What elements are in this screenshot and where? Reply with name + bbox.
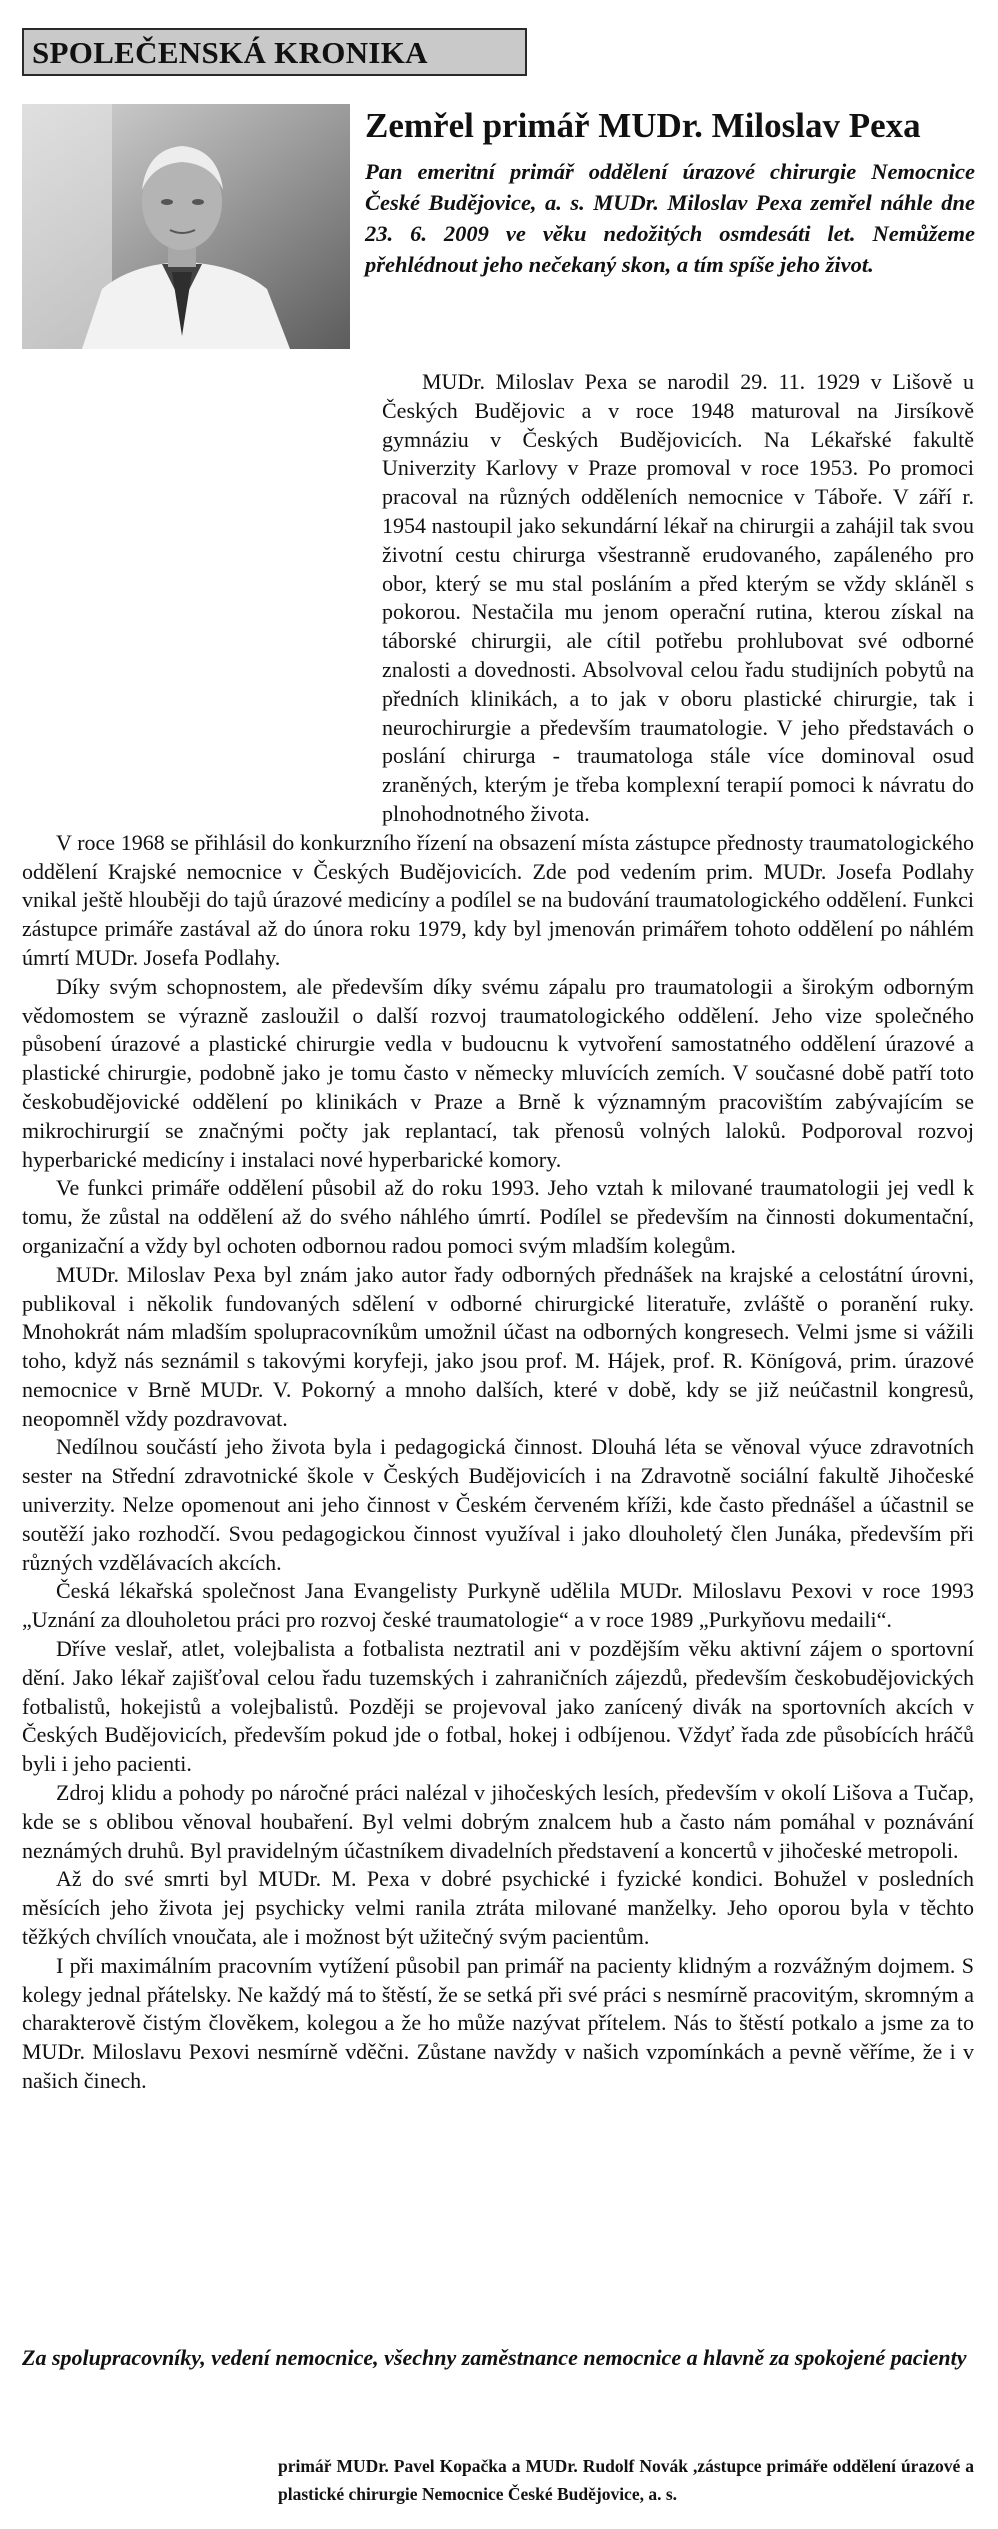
article-paragraph: V roce 1968 se přihlásil do konkurzního řízení na obsazení místa zástupce přednosty traumatologického oddělení Krajské nemocnice v Českých Budějovicích. Zde pod vedením prim. MUDr. Josefa Podlahy vnikal ještě hlouběji do tajů úrazové medicíny a podílel se na budování traumatologického oddělení. Funkci zástupce primáře zastával až do února roku 1979, kdy byl jmenován primářem tohoto oddělení po náhlém úmrtí MUDr. Josefa Podlahy. (22, 829, 974, 970)
portrait-photo (22, 104, 350, 349)
article-paragraph: I při maximálním pracovním vytížení působil pan primář na pacienty klidným a rozvážným dojmem. S kolegy jednal přátelsky. Ne každý má to štěstí, že se setká při své práci s nesmírně pracovitým, skromným a charakterově čistým člověkem, kolegou a že ho může nazývat přítelem. Nás to štěstí potkalo a jsme za to MUDr. Miloslavu Pexovi nesmírně vděčni. Zůstane navždy v našich vzpomínkách a pevně věříme, že i v našich činech. (22, 1952, 974, 2094)
section-header (22, 28, 527, 76)
closing-dedication: Za spolupracovníky, vedení nemocnice, všechny zaměstnance nemocnice a hlavně za spokojené pacienty (22, 2345, 967, 2370)
article-signature: primář MUDr. Pavel Kopačka a MUDr. Rudolf Novák ,zástupce primáře oddělení úrazové a plastické chirurgie Nemocnice České Budějovice, a. s. (278, 2456, 974, 2504)
article-body (22, 368, 974, 2096)
article-paragraph: Až do své smrti byl MUDr. M. Pexa v dobré psychické i fyzické kondici. Bohužel v posledních měsících jeho života jej psychicky velmi ranila ztráta milované manželky. Jeho oporou byla v těchto těžkých chvílích vnoučata, ale i možnost být užitečný svým pacientům. (22, 1866, 974, 1950)
article-paragraph: Díky svým schopnostem, ale především díky svému zápalu pro traumatologii a širokým odborným vědomostem se výrazně zasloužil o další rozvoj traumatologického oddělení. Jeho vize společného působení úrazové a plastické chirurgie vedla v budoucnu k vytvoření samostatného oddělení úrazové a plastické chirurgie, podobně jako je tomu často v německy mluvících zemích. V současné době patří toto českobudějovické oddělení po klinikách v Praze a Brně k významným pracovištím zabývajícím se mikrochirurgií se značnými počty jak replantací, tak přenosů volných laloků. Podporoval rozvoj hyperbarické medicíny i instalaci nové hyperbarické komory. (22, 973, 974, 1172)
article-paragraph: Česká lékařská společnost Jana Evangelisty Purkyně udělila MUDr. Miloslavu Pexovi v roce 1993 „Uznání za dlouholetou práci pro rozvoj české traumatologie“ a v roce 1989 „Purkyňovu medaili“. (22, 1578, 974, 1633)
article-lead: Pan emeritní primář oddělení úrazové chirurgie Nemocnice České Budějovice, a. s. MUDr. Miloslav Pexa zemřel náhle dne 23. 6. 2009 ve věku nedožitých osmdesáti let. Nemůžeme přehlédnout jeho nečekaný skon, a tím spíše jeho život. (365, 159, 975, 277)
article-paragraph: MUDr. Miloslav Pexa se narodil 29. 11. 1929 v Lišově u Českých Budějovic a v roce 1948 maturoval na Jirsíkově gymnáziu v Českých Budějovicích. Na Lékařské fakultě Univerzity Karlovy v Praze promoval v roce 1953. Po promoci pracoval na různých odděleních nemocnice v Táboře. V září r. 1954 nastoupil jako sekundární lékař na chirurgii a zahájil tak svou životní cestu chirurga všestranně erudovaného, zapáleného pro obor, který se mu stal posláním a před kterým se vždy skláněl s pokorou. Nestačila mu jenom operační rutina, kterou získal na táborské chirurgii, ale cítil potřebu prohlubovat své odborné znalosti a dovednosti. Absolvoval celou řadu studijních pobytů na předních klinikách, a to jak v oboru plastické chirurgie, tak i neurochirurgie a především traumatologie. V jeho představách o poslání chirurga - traumatologa stále více dominoval osud zraněných, kterým je třeba komplexní terapií pomoci k návratu do plnohodnotného života. (382, 369, 974, 826)
article-paragraph: Zdroj klidu a pohody po náročné práci nalézal v jihočeských lesích, především v okolí Lišova a Tučap, kde se s oblibou věnoval houbaření. Byl velmi dobrým znalcem hub a často nám pomáhal v poznávání neznámých druhů. Byl pravidelným účastníkem divadelních představení a koncertů v jihočeské metropoli. (22, 1780, 974, 1863)
article-paragraph: Ve funkci primáře oddělení působil až do roku 1993. Jeho vztah k milované traumatologii jej vedl k tomu, že zůstal na oddělení až do svého náhlého úmrtí. Podílel se především na činnosti dokumentační, organizační a vždy byl ochoten odbornou radou pomoci svým mladším kolegům. (22, 1175, 974, 1258)
portrait-illustration (22, 104, 350, 349)
article-paragraph: MUDr. Miloslav Pexa byl znám jako autor řady odborných přednášek na krajské a celostátní úrovni, publikoval i několik fundovaných sdělení v odborné chirurgické literatuře, zvláště o poranění ruky. Mnohokrát nám mladším spolupracovníkům umožnil účast na odborných kongresech. Velmi jsme si vážili toho, když nás seznámil s takovými koryfeji, jako jsou prof. M. Hájek, prof. R. Könígová, prim. úrazové nemocnice v Brně MUDr. V. Pokorný a mnoho dalších, které v době, kdy se již neúčastnil kongresů, neopomněl vždy pozdravovat. (22, 1261, 974, 1431)
article-paragraph: Nedílnou součástí jeho života byla i pedagogická činnost. Dlouhá léta se věnoval výuce zdravotních sester na Střední zdravotnické škole v Českých Budějovicích i na Zdravotně sociální fakultě Jihočeské univerzity. Nelze opomenout ani jeho činnost v Českém červeném kříži, kde často přednášel a účastnil se soutěží jako rozhodčí. Svou pedagogickou činnost využíval i jako dlouholetý člen Junáka, především při různých vzdělávacích akcích. (22, 1434, 974, 1575)
section-title: SPOLEČENSKÁ KRONIKA (32, 35, 428, 70)
article-paragraph: Dříve veslař, atlet, volejbalista a fotbalista neztratil ani v pozdějším věku aktivní zájem o sportovní dění. Jako lékař zajišťoval celou řadu tuzemských i zahraničních zájezdů, především českobudějovických fotbalistů, hokejistů a volejbalistů. Později se projevoval jako zanícený divák na sportovních akcích v Českých Budějovicích, především pokud jde o fotbal, hokej i odbíjenou. Vždyť řada zde působících hráčů byli i jeho pacienti. (22, 1636, 974, 1777)
article-title: Zemřel primář MUDr. Miloslav Pexa (365, 106, 921, 145)
